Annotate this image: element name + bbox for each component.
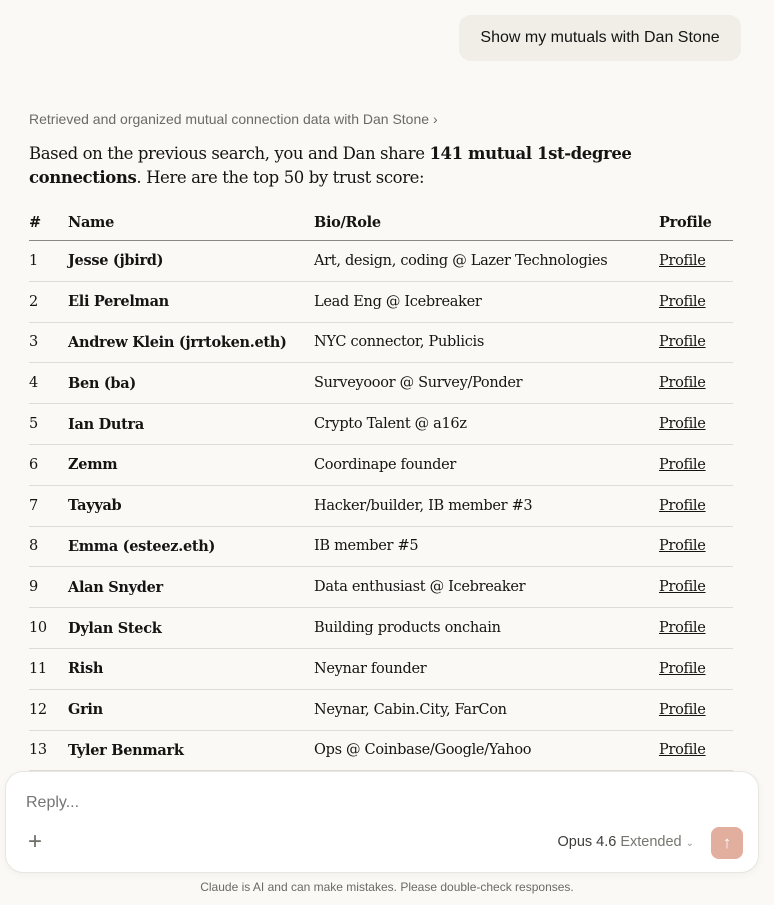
- model-selector[interactable]: [557, 834, 694, 850]
- row-bio: Lead Eng @ Icebreaker: [314, 293, 482, 310]
- profile-link[interactable]: Profile: [659, 701, 706, 718]
- row-bio: Neynar founder: [314, 660, 427, 677]
- row-name: Tayyab: [68, 497, 122, 515]
- composer: [5, 771, 759, 873]
- row-name: Zemm: [68, 456, 118, 474]
- profile-link[interactable]: Profile: [659, 456, 706, 473]
- table-row: [29, 445, 733, 486]
- row-bio: Ops @ Coinbase/Google/Yahoo: [314, 742, 532, 759]
- disclaimer: Claude is AI and can make mistakes. Please double-check responses.: [200, 880, 574, 894]
- row-name: Emma (esteez.eth): [68, 537, 216, 555]
- profile-link[interactable]: Profile: [659, 293, 706, 310]
- row-name: Ian Dutra: [68, 415, 144, 433]
- row-name: Dylan Steck: [68, 619, 162, 637]
- chevron-down-icon: ⌄: [685, 838, 694, 849]
- table-row: [29, 486, 733, 527]
- table-row: [29, 527, 733, 568]
- header-profile: Profile: [659, 214, 712, 231]
- row-bio: IB member #5: [314, 538, 419, 555]
- row-number: 7: [29, 497, 38, 514]
- row-number: 4: [29, 375, 38, 392]
- row-number: 3: [29, 334, 38, 351]
- profile-link[interactable]: Profile: [659, 252, 706, 269]
- assistant-intro: [29, 142, 749, 190]
- header-number: #: [29, 214, 41, 231]
- row-bio: Hacker/builder, IB member #3: [314, 497, 533, 514]
- send-button[interactable]: [711, 827, 743, 859]
- row-number: 9: [29, 579, 38, 596]
- row-name: Alan Snyder: [68, 578, 163, 596]
- profile-link[interactable]: Profile: [659, 375, 706, 392]
- row-number: 10: [29, 620, 47, 637]
- model-name: Opus 4.6: [557, 834, 617, 850]
- row-number: 13: [29, 742, 47, 759]
- row-name: Eli Perelman: [68, 293, 169, 311]
- mutuals-table: [29, 205, 733, 771]
- profile-link[interactable]: Profile: [659, 497, 706, 514]
- row-bio: Coordinape founder: [314, 456, 457, 473]
- table-row: [29, 731, 733, 772]
- row-number: 8: [29, 538, 38, 555]
- profile-link[interactable]: Profile: [659, 334, 706, 351]
- row-number: 2: [29, 293, 38, 310]
- header-bio: Bio/Role: [314, 214, 381, 231]
- table-row: [29, 690, 733, 731]
- table-row: [29, 323, 733, 364]
- table-row: [29, 649, 733, 690]
- table-row: [29, 567, 733, 608]
- row-name: Tyler Benmark: [68, 741, 184, 759]
- plus-icon[interactable]: +: [28, 828, 43, 855]
- row-number: 5: [29, 416, 38, 433]
- row-number: 12: [29, 701, 47, 718]
- row-name: Jesse (jbird): [68, 252, 164, 270]
- user-message: Show my mutuals with Dan Stone: [459, 15, 741, 61]
- intro-bold: 141 mutual 1st-degree connections: [29, 144, 632, 187]
- row-number: 11: [29, 660, 47, 677]
- reply-input[interactable]: [26, 794, 626, 812]
- intro-text-end: . Here are the top 50 by trust score:: [136, 168, 425, 187]
- row-name: Andrew Klein (jrrtoken.eth): [68, 333, 287, 351]
- profile-link[interactable]: Profile: [659, 416, 706, 433]
- row-bio: Art, design, coding @ Lazer Technologies: [314, 252, 608, 269]
- row-bio: Building products onchain: [314, 620, 501, 637]
- table-row: [29, 608, 733, 649]
- chevron-right-icon: ›: [432, 111, 438, 127]
- row-number: 6: [29, 456, 38, 473]
- table-row: [29, 404, 733, 445]
- table-row: [29, 241, 733, 282]
- profile-link[interactable]: Profile: [659, 538, 706, 555]
- row-bio: Crypto Talent @ a16z: [314, 416, 467, 433]
- table-header: [29, 205, 733, 241]
- row-bio: Surveyooor @ Survey/Ponder: [314, 375, 523, 392]
- row-name: Ben (ba): [68, 374, 136, 392]
- table-row: [29, 282, 733, 323]
- profile-link[interactable]: Profile: [659, 620, 706, 637]
- intro-text: Based on the previous search, you and Dan share: [29, 144, 430, 163]
- profile-link[interactable]: Profile: [659, 579, 706, 596]
- model-mode: Extended: [620, 834, 682, 850]
- row-number: 1: [29, 252, 38, 269]
- arrow-up-icon: ↑: [722, 833, 732, 852]
- tool-summary-text: Retrieved and organized mutual connection data with Dan Stone: [29, 111, 430, 127]
- row-bio: Neynar, Cabin.City, FarCon: [314, 701, 507, 718]
- row-bio: NYC connector, Publicis: [314, 334, 485, 351]
- row-name: Rish: [68, 660, 104, 678]
- header-name: Name: [68, 214, 115, 231]
- row-bio: Data enthusiast @ Icebreaker: [314, 579, 526, 596]
- table-row: [29, 363, 733, 404]
- tool-summary[interactable]: [29, 111, 438, 127]
- row-name: Grin: [68, 701, 103, 719]
- profile-link[interactable]: Profile: [659, 742, 706, 759]
- profile-link[interactable]: Profile: [659, 660, 706, 677]
